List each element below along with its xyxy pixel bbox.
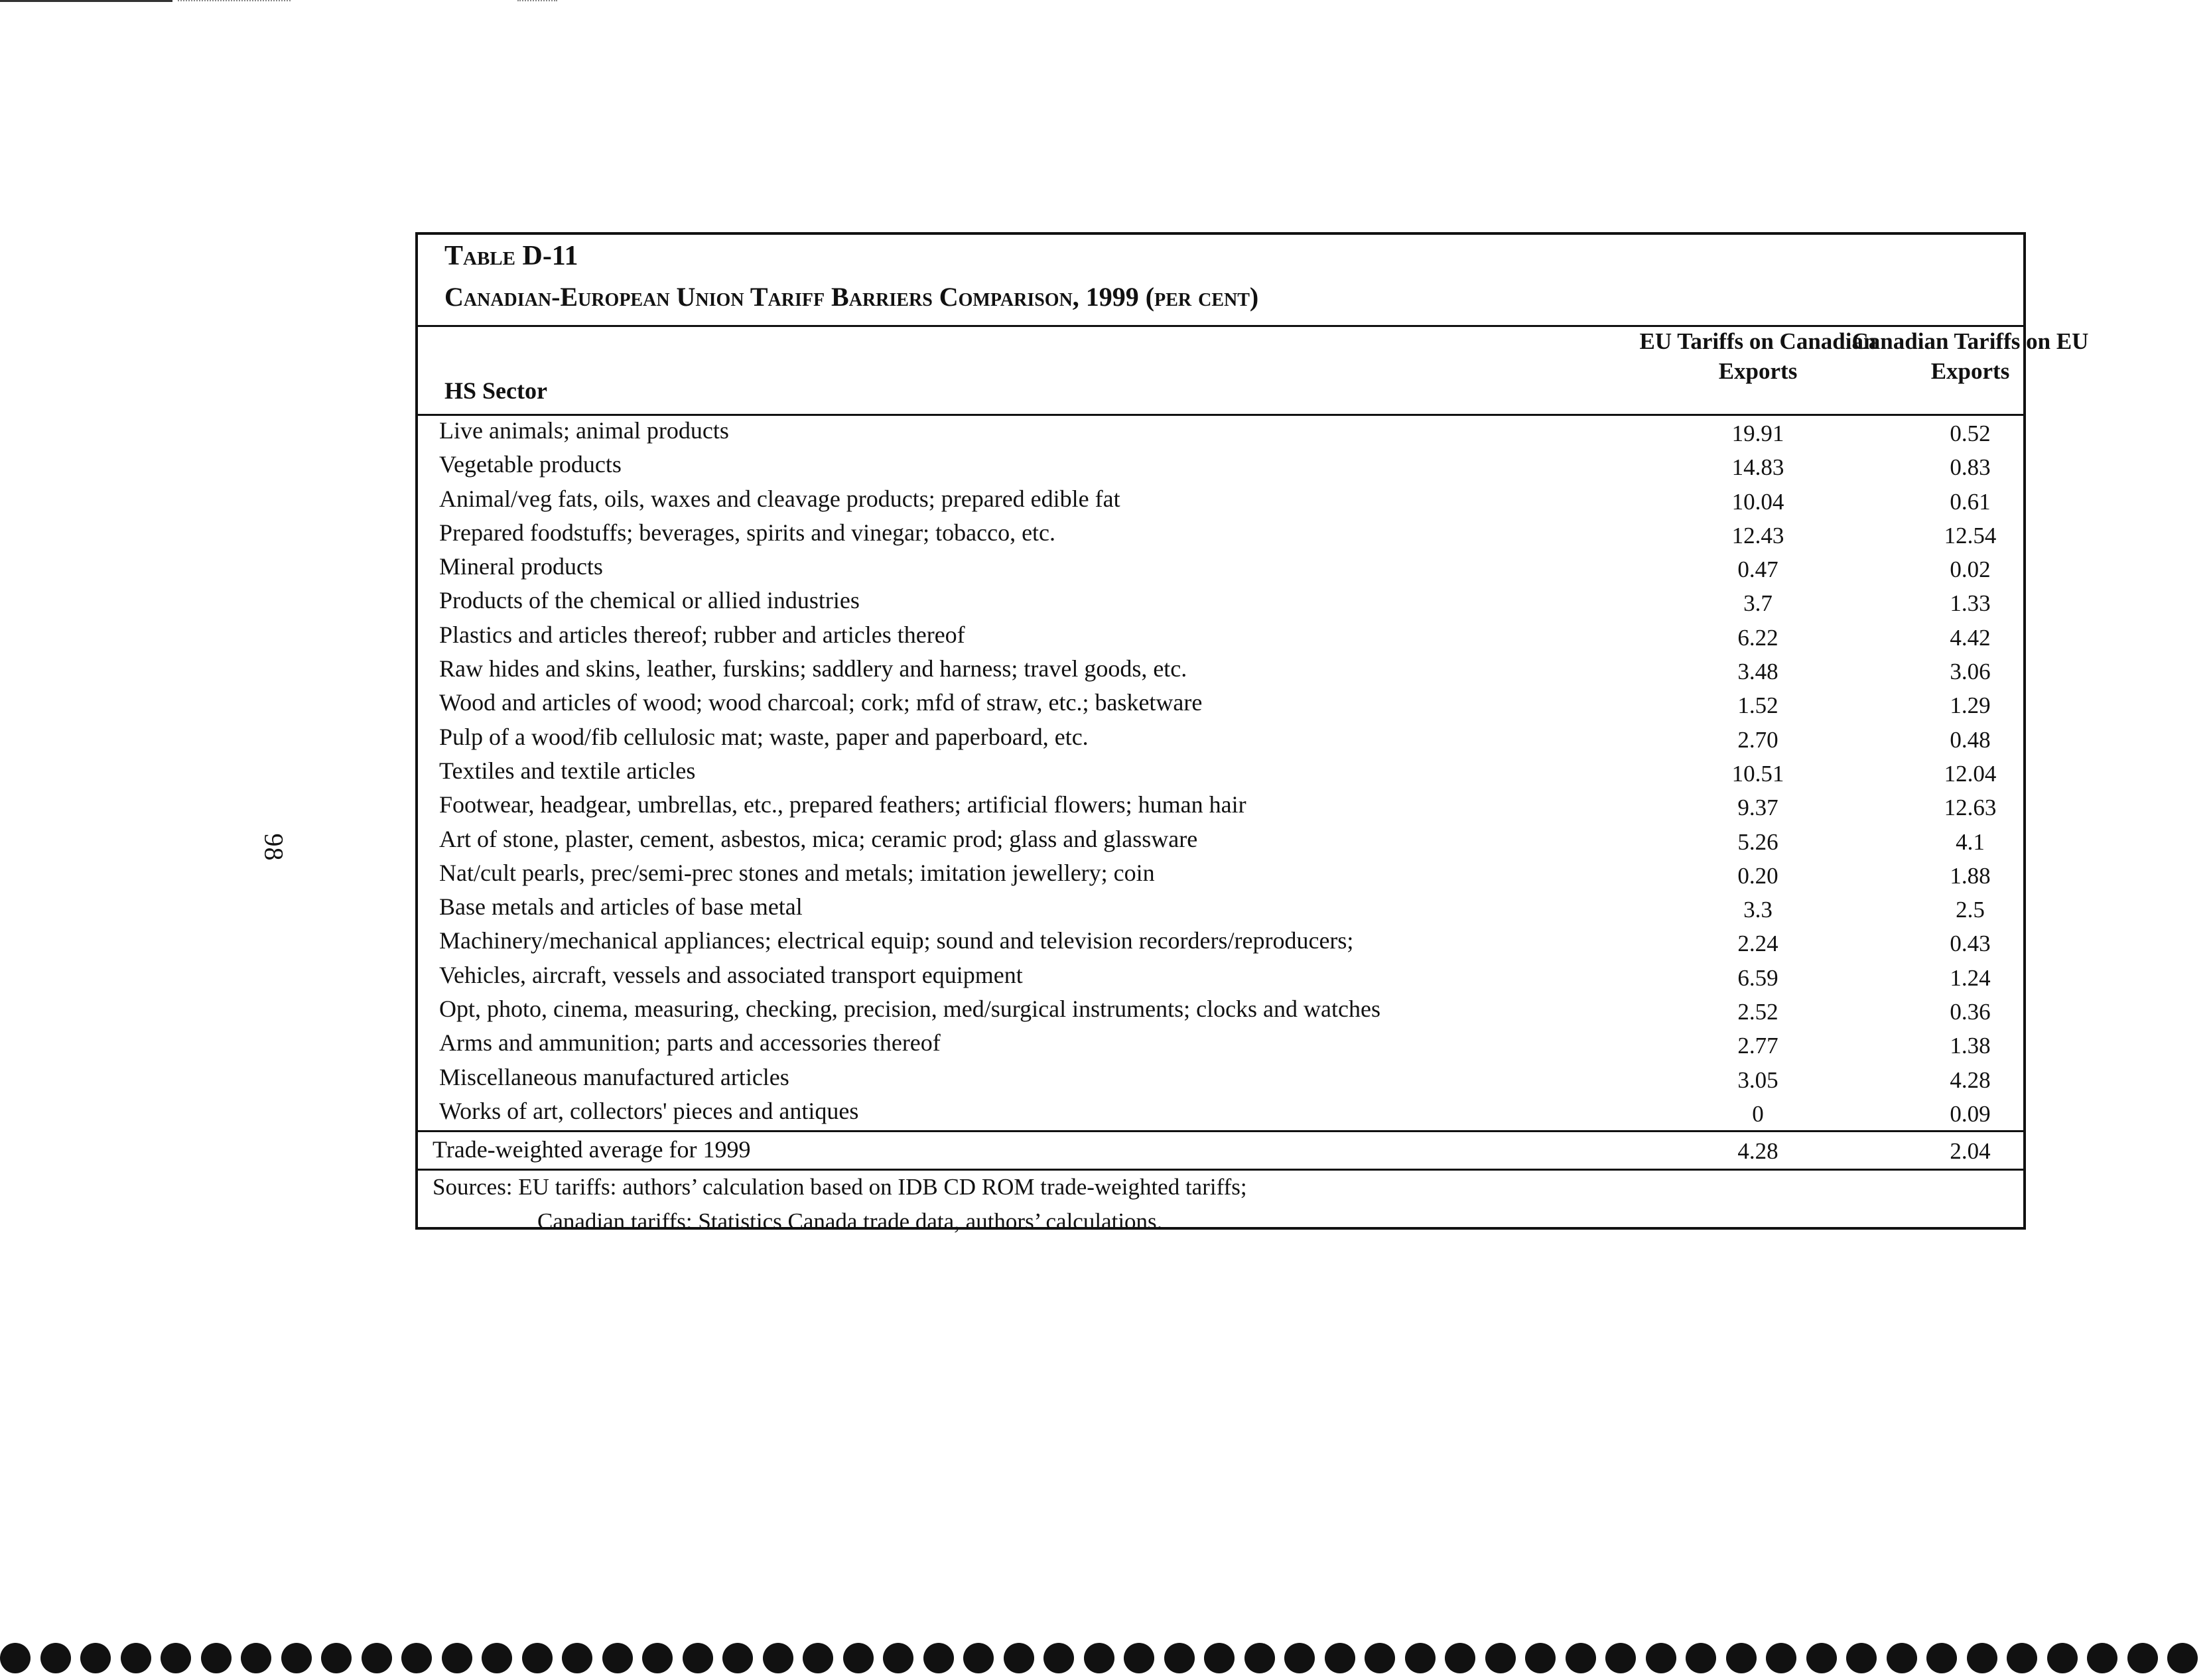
punch-hole [2167,1643,2198,1673]
sources-note [433,1170,1247,1239]
top-rule [0,0,172,2]
eu-tariff-cell: 0.47 [1737,556,1778,583]
punch-hole [161,1643,191,1673]
sector-cell: Mineral products [439,553,603,580]
table-row [418,958,2023,992]
punch-hole [201,1643,232,1673]
eu-tariff-cell: 3.7 [1743,590,1773,617]
eu-tariff-cell: 12.43 [1731,522,1784,549]
punch-hole [1284,1643,1315,1673]
eu-tariff-cell: 2.77 [1737,1033,1778,1059]
table-row [418,890,2023,924]
punch-hole [1926,1643,1957,1673]
punch-hole [442,1643,472,1673]
table-row [418,1061,2023,1094]
eu-tariff-cell: 3.05 [1737,1066,1778,1093]
eu-tariff-cell: 2.24 [1737,931,1778,957]
eu-tariff-cell: 1.52 [1737,692,1778,719]
punch-hole [321,1643,352,1673]
table-row [418,856,2023,890]
eu-tariff-cell: 5.26 [1737,828,1778,855]
punch-hole [1325,1643,1355,1673]
eu-tariff-cell: 0.20 [1737,862,1778,889]
punch-hole [1646,1643,1676,1673]
punch-hole [482,1643,512,1673]
sector-cell: Art of stone, plaster, cement, asbestos, mica; ceramic prod; glass and glassware [439,825,1198,852]
table-row [418,754,2023,788]
punch-hole [2127,1643,2158,1673]
top-rule-dotted [517,0,557,3]
canadian-tariff-cell: 0.09 [1950,1100,1991,1127]
punch-hole [1887,1643,1917,1673]
punch-hole [40,1643,71,1673]
sector-cell: Nat/cult pearls, prec/semi-prec stones and metals; imitation jewellery; coin [439,859,1155,886]
sector-cell: Raw hides and skins, leather, furskins; saddlery and harness; travel goods, etc. [439,655,1187,682]
punch-hole-strip [0,1637,2211,1679]
punch-hole [241,1643,271,1673]
sector-cell: Pulp of a wood/fib cellulosic mat; waste, paper and paperboard, etc. [439,723,1089,750]
punch-hole [281,1643,312,1673]
table-row [418,720,2023,754]
punch-hole [522,1643,553,1673]
table-row [418,992,2023,1026]
table-row [418,788,2023,822]
punch-hole [883,1643,913,1673]
canadian-tariff-cell: 0.43 [1950,931,1991,957]
canadian-tariff-cell: 0.48 [1950,726,1991,753]
sector-cell: Live animals; animal products [439,417,729,444]
canadian-tariff-cell: 0.61 [1950,488,1991,515]
eu-tariff-cell: 3.3 [1743,897,1773,923]
punch-hole [1806,1643,1837,1673]
eu-tariff-cell: 0 [1752,1100,1764,1127]
column-header-eu-tariffs: EU Tariffs on Canadian Exports [1639,328,1877,384]
eu-tariff-cell: 3.48 [1737,659,1778,685]
punch-hole [843,1643,874,1673]
canadian-tariff-cell: 1.38 [1950,1033,1991,1059]
punch-hole [1686,1643,1716,1673]
punch-hole [1004,1643,1034,1673]
sector-cell: Textiles and textile articles [439,757,696,784]
sector-cell: Miscellaneous manufactured articles [439,1063,789,1090]
punch-hole [1445,1643,1475,1673]
canadian-tariff-cell: 0.02 [1950,556,1991,583]
sector-cell: Opt, photo, cinema, measuring, checking, precision, med/surgical instruments; clocks and watches [439,996,1380,1023]
punch-hole [642,1643,673,1673]
canadian-tariff-cell: 4.28 [1950,1066,1991,1093]
eu-tariff-cell: 6.59 [1737,964,1778,991]
eu-tariff-cell: 9.37 [1737,795,1778,821]
punch-hole [2047,1643,2078,1673]
table-row [418,618,2023,652]
table-row [418,652,2023,686]
canadian-tariff-cell: 1.29 [1950,692,1991,719]
sector-cell: Prepared foodstuffs; beverages, spirits and vinegar; tobacco, etc. [439,519,1056,546]
table-row [418,1094,2023,1128]
punch-hole [1204,1643,1235,1673]
total-label: Trade-weighted average for 1999 [433,1136,751,1163]
eu-tariff-cell: 2.52 [1737,999,1778,1025]
table-row [418,822,2023,856]
eu-tariff-cell: 19.91 [1731,420,1784,446]
punch-hole [602,1643,633,1673]
punch-hole [763,1643,793,1673]
table-row [418,448,2023,482]
punch-hole [362,1643,392,1673]
eu-tariff-cell: 14.83 [1731,454,1784,481]
sector-cell: Products of the chemical or allied industries [439,587,860,614]
canadian-tariff-cell: 12.63 [1944,795,1997,821]
canadian-tariff-cell: 12.54 [1944,522,1997,549]
punch-hole [963,1643,994,1673]
punch-hole [722,1643,753,1673]
punch-hole [0,1643,31,1673]
eu-tariff-cell: 2.70 [1737,726,1778,753]
total-eu-value: 4.28 [1737,1138,1778,1164]
total-row [418,1131,2023,1169]
table-title: Canadian-European Union Tariff Barriers Comparison, 1999 (per cent) [444,282,1259,312]
canadian-tariff-cell: 0.52 [1950,420,1991,446]
punch-hole [1967,1643,1997,1673]
table-row [418,584,2023,617]
punch-hole [1084,1643,1114,1673]
sector-cell: Plastics and articles thereof; rubber and articles thereof [439,621,965,648]
eu-tariff-cell: 10.04 [1731,488,1784,515]
eu-tariff-cell: 6.22 [1737,624,1778,651]
punch-hole [2087,1643,2117,1673]
total-canadian-value: 2.04 [1950,1138,1991,1164]
punch-hole [1766,1643,1796,1673]
canadian-tariff-cell: 12.04 [1944,760,1997,787]
punch-hole [1566,1643,1596,1673]
table-body [418,414,2023,1128]
canadian-tariff-cell: 0.83 [1950,454,1991,481]
punch-hole [803,1643,833,1673]
punch-hole [1365,1643,1395,1673]
table-row [418,686,2023,720]
column-header-canadian-tariffs: Canadian Tariffs on EU Exports [1851,328,2089,384]
canadian-tariff-cell: 0.36 [1950,999,1991,1025]
sector-cell: Wood and articles of wood; wood charcoal; cork; mfd of straw, etc.; basketware [439,689,1203,716]
canadian-tariff-cell: 4.1 [1956,828,1985,855]
sector-cell: Works of art, collectors' pieces and antiques [439,1097,859,1124]
punch-hole [1605,1643,1636,1673]
eu-tariff-cell: 10.51 [1731,760,1784,787]
table-header [418,235,2023,326]
sector-cell: Animal/veg fats, oils, waxes and cleavage products; prepared edible fat [439,485,1120,512]
punch-hole [1244,1643,1275,1673]
punch-hole [80,1643,111,1673]
punch-hole [1043,1643,1074,1673]
sector-cell: Arms and ammunition; parts and accessories thereof [439,1029,941,1057]
punch-hole [1726,1643,1757,1673]
table-row [418,1026,2023,1060]
punch-hole [1164,1643,1195,1673]
column-header-sector: HS Sector [444,377,547,404]
sector-cell: Vegetable products [439,451,622,478]
canadian-tariff-cell: 1.24 [1950,964,1991,991]
table-row [418,482,2023,516]
punch-hole [1124,1643,1154,1673]
punch-hole [121,1643,151,1673]
canadian-tariff-cell: 1.33 [1950,590,1991,617]
table-row [418,550,2023,584]
page-number: 98 [259,833,289,862]
top-rule-dotted [178,0,291,3]
punch-hole [1405,1643,1436,1673]
sector-cell: Footwear, headgear, umbrellas, etc., prepared feathers; artificial flowers; human hair [439,791,1246,818]
punch-hole [562,1643,592,1673]
sources-line: Sources: EU tariffs: authors’ calculation based on IDB CD ROM trade-weighted tariffs; [433,1174,1247,1200]
sector-cell: Vehicles, aircraft, vessels and associated transport equipment [439,961,1023,988]
sector-cell: Base metals and articles of base metal [439,893,803,921]
table-row [418,516,2023,550]
tariff-table [415,232,2089,1234]
punch-hole [1485,1643,1516,1673]
sector-cell: Machinery/mechanical appliances; electrical equip; sound and television recorders/reproducers; [439,927,1354,954]
canadian-tariff-cell: 4.42 [1950,624,1991,651]
canadian-tariff-cell: 1.88 [1950,862,1991,889]
punch-hole [2007,1643,2037,1673]
punch-hole [1525,1643,1556,1673]
punch-hole [1846,1643,1877,1673]
punch-hole [923,1643,954,1673]
canadian-tariff-cell: 3.06 [1950,659,1991,685]
table-number: Table D-11 [444,241,578,271]
punch-hole [401,1643,432,1673]
sources-line: Canadian tariffs: Statistics Canada trade data, authors’ calculations. [537,1208,1163,1234]
table-row [418,924,2023,958]
canadian-tariff-cell: 2.5 [1956,897,1985,923]
table-row [418,414,2023,448]
punch-hole [683,1643,713,1673]
